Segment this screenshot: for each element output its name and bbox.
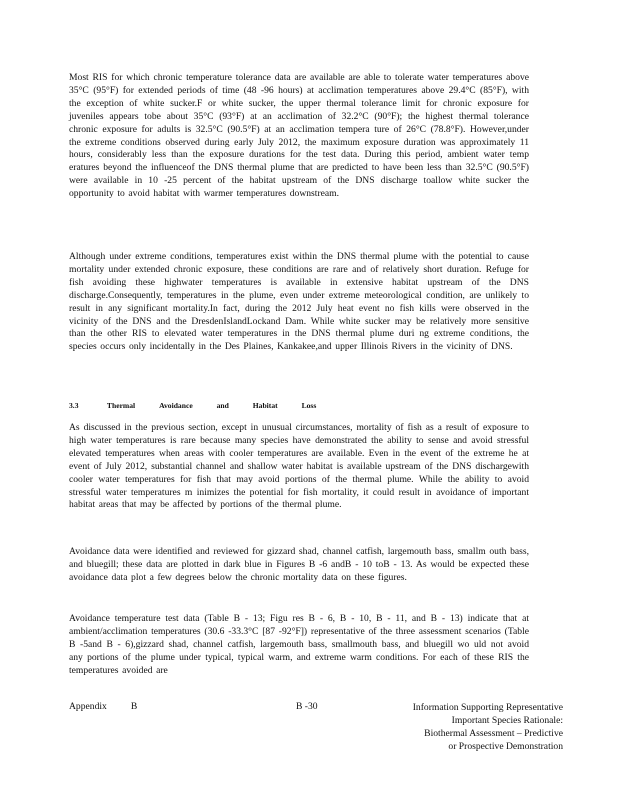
section-title-word: Loss xyxy=(301,401,317,410)
paragraph-avoidance-test: Avoidance temperature test data (Table B - 13; Figu res B - 6, B - 10, B - 11, and B - 13) indicate that at ambient/acclimation temperatures (30.6 -33.3°C [87 -92°F]) representative of the three assessment scenarios (Table B -5and B - 6),gizzard shad, channel catfish, largemouth bass, smallmouth bass, and bluegill wo uld not avoid any portions of the plume under typical, typical warm, and extreme warm conditions. For each of these RIS the temperatures avoided are xyxy=(69,613,529,676)
footer-appendix xyxy=(69,701,137,712)
page-number: B -30 xyxy=(296,701,318,712)
footer-title-line: Information Supporting Representative xyxy=(412,702,563,713)
footer-document-title xyxy=(380,701,563,753)
footer-appendix-letter: B xyxy=(130,701,138,712)
footer-appendix-label: Appendix xyxy=(69,701,107,712)
paragraph-extreme-conditions: Although under extreme conditions, temperatures exist within the DNS thermal plume with the potential to cause mortality under extended chronic exposure, these conditions are rare and of relatively short duration. Refuge for fish avoiding these highwater temperatures is available in extensive habitat upstream of the DNS discharge.Consequently, temperatures in the plume, even under extreme meteorological condition, are unlikely to result in any significant mortality.In fact, during the 2012 July heat event no fish kills were observed in the vicinity of the DNS and the DresdenIslandLockand Dam. While white sucker may be relatively more sensitive than the other RIS to elevated water temperatures in the DNS thermal plume duri ng extreme conditions, the species occurs only incidentally in the Des Plaines, Kankakee,and upper Illinois Rivers in the vicinity of DNS. xyxy=(69,251,529,353)
footer-title-line: or Prospective Demonstration xyxy=(448,741,563,752)
paragraph-avoidance-data: Avoidance data were identified and reviewed for gizzard shad, channel catfish, largemouth bass, smallm outh bass, and bluegill; these data are plotted in dark blue in Figures B -6 andB - 10 toB - 13. As would be expected these avoidance data plot a few degrees below the chronic mortality data on these figures. xyxy=(69,546,529,583)
section-title-word: and xyxy=(216,401,229,410)
footer-title-line: Important Species Rationale: xyxy=(451,715,563,726)
section-number: 3.3 xyxy=(69,401,79,410)
section-title-word: Avoidance xyxy=(159,401,193,410)
paragraph-avoidance-intro: As discussed in the previous section, except in unusual circumstances, mortality of fish as a result of exposure to high water temperatures is rare because many species have demonstrated the ability to sense and avoid stressful elevated temperatures when areas with cooler temperatures are available. Even in the event of the extreme he at event of July 2012, substantial channel and shallow water habitat is available upstream of the DNS dischargewith cooler water temperatures for fish that may avoid portions of the thermal plume. While the ability to avoid stressful water temperatures m inimizes the potential for fish mortality, it could result in avoidance of important habitat areas that may be affected by portions of the thermal plume. xyxy=(69,422,529,511)
section-title-word: Habitat xyxy=(252,401,278,410)
footer-title-line: Biothermal Assessment – Predictive xyxy=(424,728,563,739)
section-title-word: Thermal xyxy=(106,401,136,410)
section-heading xyxy=(69,401,529,410)
paragraph-chronic-tolerance: Most RIS for which chronic temperature tolerance data are available are able to tolerate water temperatures above 35°C (95°F) for extended periods of time (48 -96 hours) at acclimation temperatures above 29.4°C (85°F), with the exception of white sucker.F or white sucker, the upper thermal tolerance limit for chronic exposure for juveniles appears tobe about 35°C (93°F) at an acclimation of 32.2°C (90°F); the highest thermal tolerance chronic exposure for adults is 32.5°C (90.5°F) at an acclimation tempera ture of 26°C (78.8°F). However,under the extreme conditions observed during early July 2012, the maximum exposure duration was approximately 11 hours, considerably less than the exposure durations for the test data. During this period, ambient water temp eratures beyond the influenceof the DNS thermal plume that are predicted to have been less than 32.5°C (90.5°F) were available in 10 -25 percent of the habitat upstream of the DNS discharge toallow white sucker the opportunity to avoid habitat with warmer temperatures downstream. xyxy=(69,72,529,200)
